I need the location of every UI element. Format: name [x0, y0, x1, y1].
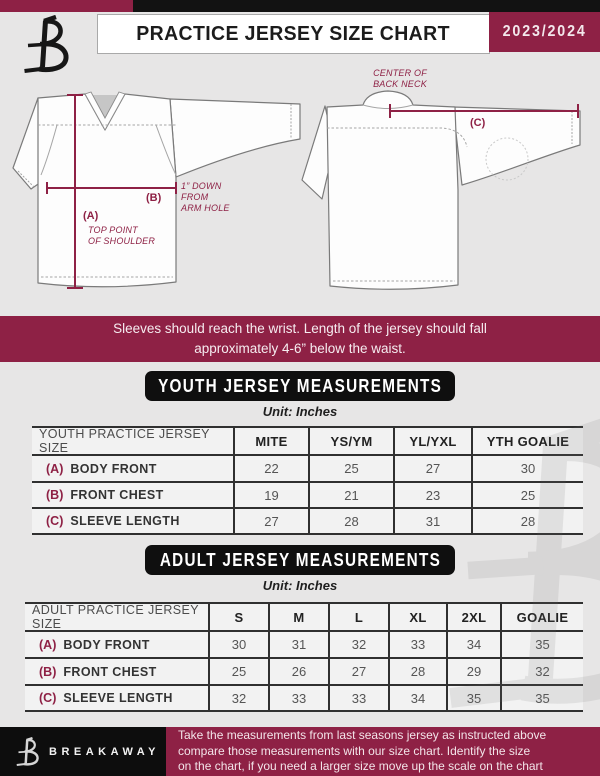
a-measure-note: TOP POINT OF SHOULDER — [88, 225, 156, 246]
b-measure-label: (B) — [146, 192, 162, 204]
table-cell: 19 — [235, 483, 310, 509]
page-title-box — [97, 14, 490, 54]
table-cell: 27 — [395, 456, 473, 483]
table-cell: 34 — [390, 686, 448, 712]
back-body — [327, 91, 458, 289]
b-measure-note: 1” DOWN FROM ARM HOLE — [181, 181, 230, 213]
table-cell: 27 — [330, 659, 390, 686]
table-cell: 21 — [310, 483, 395, 509]
table-cell: 22 — [235, 456, 310, 483]
adult-unit-label: Unit: Inches — [262, 578, 338, 593]
table-cell: 31 — [395, 509, 473, 535]
youth-table-header-size: YOUTH PRACTICE JERSEY SIZE — [32, 428, 235, 456]
fit-notice-line2: approximately 4-6” below the waist. — [194, 341, 406, 356]
season-label: 2023/2024 — [502, 23, 587, 40]
table-cell: 33 — [270, 686, 330, 712]
breakaway-logo-icon-small — [15, 737, 41, 767]
table-cell: 31 — [270, 632, 330, 659]
a-measure-label: (A) — [83, 210, 99, 222]
footer-note-line1: Take the measurements from last seasons jersey as instructed above — [178, 728, 547, 743]
table-row-label: (B) FRONT CHEST — [32, 483, 235, 509]
table-cell: 32 — [502, 659, 583, 686]
table-cell: 34 — [448, 632, 502, 659]
table-cell: 23 — [395, 483, 473, 509]
table-row-label: (B) FRONT CHEST — [25, 659, 210, 686]
adult-table-header-2xl: 2XL — [448, 604, 502, 632]
back-jersey-diagram — [295, 85, 600, 300]
top-strip-black — [133, 0, 600, 12]
top-strip-maroon — [0, 0, 133, 12]
table-cell: 33 — [330, 686, 390, 712]
youth-section-heading: YOUTH JERSEY MEASUREMENTS — [145, 371, 455, 401]
table-row-label: (C) SLEEVE LENGTH — [25, 686, 210, 712]
c-measure-label: (C) — [470, 117, 486, 129]
table-cell: 32 — [210, 686, 270, 712]
table-row-label: (A) BODY FRONT — [32, 456, 235, 483]
footer-instructions — [166, 727, 600, 776]
youth-table-header-ylyxl: YL/YXL — [395, 428, 473, 456]
table-cell: 35 — [502, 686, 583, 712]
table-cell: 27 — [235, 509, 310, 535]
adult-table-header-xl: XL — [390, 604, 448, 632]
adult-section-heading: ADULT JERSEY MEASUREMENTS — [145, 545, 455, 575]
footer-note-line3: on the chart, if you need a larger size move up the scale on the chart — [178, 759, 543, 774]
table-row-label: (A) BODY FRONT — [25, 632, 210, 659]
table-cell: 30 — [210, 632, 270, 659]
table-cell: 33 — [390, 632, 448, 659]
table-cell: 29 — [448, 659, 502, 686]
table-row-label: (C) SLEEVE LENGTH — [32, 509, 235, 535]
table-cell: 25 — [210, 659, 270, 686]
youth-size-table — [32, 426, 583, 535]
table-cell: 26 — [270, 659, 330, 686]
youth-table-header-goalie: YTH GOALIE — [473, 428, 583, 456]
adult-table-header-size: ADULT PRACTICE JERSEY SIZE — [25, 604, 210, 632]
table-cell: 35 — [502, 632, 583, 659]
adult-table-header-l: L — [330, 604, 390, 632]
table-cell: 32 — [330, 632, 390, 659]
table-cell: 28 — [390, 659, 448, 686]
footer-note-line2: compare those measurements with our size chart. Identify the size — [178, 743, 531, 758]
fit-notice-line1: Sleeves should reach the wrist. Length of the jersey should fall — [113, 321, 487, 336]
table-cell: 35 — [448, 686, 502, 712]
youth-table-header-mite: MITE — [235, 428, 310, 456]
table-cell: 28 — [310, 509, 395, 535]
footer-brand-name: BREAKAWAY — [49, 745, 160, 758]
adult-table-header-goalie: GOALIE — [502, 604, 583, 632]
footer-brand-block — [0, 727, 166, 776]
table-cell: 30 — [473, 456, 583, 483]
season-badge — [489, 12, 600, 52]
table-cell: 25 — [473, 483, 583, 509]
page-title: PRACTICE JERSEY SIZE CHART — [136, 22, 451, 45]
adult-table-header-s: S — [210, 604, 270, 632]
front-right-sleeve — [170, 99, 300, 177]
youth-table-header-ysym: YS/YM — [310, 428, 395, 456]
adult-table-header-m: M — [270, 604, 330, 632]
breakaway-logo-icon — [20, 15, 74, 75]
adult-size-table — [25, 602, 583, 712]
fit-notice-banner — [0, 316, 600, 362]
youth-unit-label: Unit: Inches — [262, 404, 338, 419]
table-cell: 25 — [310, 456, 395, 483]
center-back-neck-note: CENTER OF BACK NECK — [373, 68, 427, 89]
table-cell: 28 — [473, 509, 583, 535]
